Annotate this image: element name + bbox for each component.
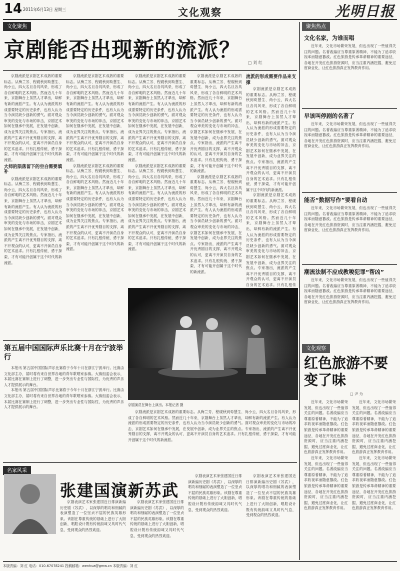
profile-tag: 名家风采	[3, 466, 31, 475]
news-headline: 第五届中国国际声乐比赛十月在宁波举行	[4, 344, 123, 361]
profile-text: 京剧表演艺术家张建国近日排演新编历史剧《苏武》，以深厚的唱功和细腻的表演塑造了一位坚贞不屈的民族英雄形象。该剧在尊重传统的基础上进行了大胆创新，唱腔设计既有传统韵味又具时代气息，受到观众的热烈欢迎。	[188, 474, 242, 512]
right-text: 近年来，文化市场繁荣发展，但也出现了一些值得关注的问题。名著改编应当尊重原著精神，不能为了追求收视率而随意篡改。红色旅游是传承革命精神的重要途径，各地在开发红色旅游资源时，应当注重内涵挖掘，避免过度商业化，让红色旅游真正发挥教育作用。	[304, 278, 396, 305]
right-rule-2	[302, 192, 397, 193]
article-text: 京剧流派是京剧艺术成熟的重要标志。从梅兰芳、程砚秋到荀慧生、尚小云，四大名旦各具风采，形成了各自鲜明的艺术风格。然而近几十年来，京剧舞台上虽然人才辈出，却鲜有新的流派产生。有人认为流派的形成需要特定的历史条件，也有人认为当今演员缺少创新的勇气。面对观众审美的变化与市场的冲击，京剧艺术如何在继承中发展，在发展中创新，成为业界关注的焦点。专家指出，流派的产生离不开优秀剧目的支撑，离不开观众的认可，更离不开演员自身的艺术追求。只有扎根传统、勇于探索，才有可能开创属于这个时代的新流派。	[66, 74, 124, 162]
right-mid-tag: 文化观察	[302, 344, 330, 353]
right-text: 近年来，文化市场繁荣发展，但也出现了一些值得关注的问题。名著改编应当尊重原著精神，不能为了追求收视率而随意篡改。红色旅游是传承革命精神的重要途径，各地在开发红色旅游资源时，应当注重内涵挖掘，避免过度商业化，让红色旅游真正发挥教育作用。	[304, 122, 396, 149]
article-column-4	[190, 74, 242, 284]
section-tag: 文化聚焦	[3, 22, 31, 31]
profile-portrait	[4, 474, 56, 534]
column-divider	[299, 22, 300, 560]
article-text: 京剧流派是京剧艺术成熟的重要标志。从梅兰芳、程砚秋到荀慧生、尚小云，四大名旦各具风采，形成了各自鲜明的艺术风格。然而近几十年来，京剧舞台上虽然人才辈出，却鲜有新的流派产生。有人认为流派的形成需要特定的历史条件，也有人认为当今演员缺少创新的勇气。面对观众审美的变化与市场的冲击，京剧艺术如何在继承中发展，在发展中创新，成为业界关注的焦点。专家指出，流派的产生离不开优秀剧目的支撑，离不开观众的认可，更离不开演员自身的艺术追求。只有扎根传统、勇于探索，才有可能开创属于这个时代的新流派。	[128, 74, 186, 162]
news-rule	[3, 340, 125, 341]
right-big-headline: 红色旅游不要变了味	[304, 356, 388, 389]
article-text: 京剧流派是京剧艺术成熟的重要标志。从梅兰芳、程砚秋到荀慧生、尚小云，四大名旦各具风采，形成了各自鲜明的艺术风格。然而近几十年来，京剧舞台上虽然人才辈出，却鲜有新的流派产生。有人认为流派的形成需要特定的历史条件，也有人认为当今演员缺少创新的勇气。面对观众审美的变化与市场的冲击，京剧艺术如何在继承中发展，在发展中创新，成为业界关注的焦点。专家指出，流派的产生离不开优秀剧目的支撑，离不开观众的认可，更离不开演员自身的艺术追求。只有扎根传统、勇于探索，才有可能开创属于这个时代的新流派。	[246, 87, 296, 192]
section-title: 文化观察	[178, 8, 222, 19]
article-text: 京剧流派是京剧艺术成熟的重要标志。从梅兰芳、程砚秋到荀慧生、尚小云，四大名旦各具风采，形成了各自鲜明的艺术风格。然而近几十年来，京剧舞台上虽然人才辈出，却鲜有新的流派产生。有人认为流派的形成需要特定的历史条件，也有人认为当今演员缺少创新的勇气。面对观众审美的变化与市场的冲击，京剧艺术如何在继承中发展，在发展中创新，成为业界关注的焦点。专家指出，流派的产生离不开优秀剧目的支撑，离不开观众的认可，更离不开演员自身的艺术追求。只有扎根传统、勇于探索，才有可能开创属于这个时代的新流派。	[190, 74, 242, 174]
portrait-image	[4, 474, 56, 534]
right-title-1: 文化名家，为谁而唱	[304, 36, 355, 42]
news-body	[4, 366, 124, 460]
masthead	[3, 2, 397, 20]
profile-rule	[3, 462, 297, 463]
right-section-tag: 聚焦热点	[302, 22, 330, 31]
date-line: 2011年6月13日 星期三	[23, 7, 67, 12]
profile-text: 京剧表演艺术家张建国近日排演新编历史剧《苏武》，以深厚的唱功和细腻的表演塑造了一位坚贞不屈的民族英雄形象。该剧在尊重传统的基础上进行了大胆创新，唱腔设计既有传统韵味又具时代气息，受到观众的热烈欢迎。	[60, 500, 126, 532]
right-text: 近年来，文化市场繁荣发展，但也出现了一些值得关注的问题。名著改编应当尊重原著精神，不能为了追求收视率而随意篡改。红色旅游是传承革命精神的重要途径，各地在开发红色旅游资源时，应当注重内涵挖掘，避免过度商业化，让红色旅游真正发挥教育作用。	[304, 400, 348, 455]
profile-body-1	[60, 500, 126, 558]
right-body-1	[304, 44, 396, 106]
right-big-byline: □ 尹 为	[350, 392, 363, 396]
right-text: 近年来，文化市场繁荣发展，但也出现了一些值得关注的问题。名著改编应当尊重原著精神，不能为了追求收视率而随意篡改。红色旅游是传承革命精神的重要途径，各地在开发红色旅游资源时，应当注重内涵挖掘，避免过度商业化，让红色旅游真正发挥教育作用。	[304, 455, 348, 511]
article-text: 京剧流派是京剧艺术成熟的重要标志。从梅兰芳、程砚秋到荀慧生、尚小云，四大名旦各具风采，形成了各自鲜明的艺术风格。然而近几十年来，京剧舞台上虽然人才辈出，却鲜有新的流派产生。有人认为流派的形成需要特定的历史条件，也有人认为当今演员缺少创新的勇气。面对观众审美的变化与市场的冲击，京剧艺术如何在继承中发展，在发展中创新，成为业界关注的焦点。专家指出，流派的产生离不开优秀剧目的支撑，离不开观众的认可，更离不开演员自身的艺术追求。只有扎根传统、勇于探索，才有可能开创属于这个时代的新流派。	[66, 163, 124, 252]
photo-caption: 京剧演员在舞台上演出。本报记者 摄	[128, 403, 184, 407]
article-text: 京剧流派是京剧艺术成熟的重要标志。从梅兰芳、程砚秋到荀慧生、尚小云，四大名旦各具风采，形成了各自鲜明的艺术风格。然而近几十年来，京剧舞台上虽然人才辈出，却鲜有新的流派产生。有人认为流派的形成需要特定的历史条件，也有人认为当今演员缺少创新的勇气。面对观众审美的变化与市场的冲击，京剧艺术如何在继承中发展，在发展中创新，成为业界关注的焦点。专家指出，流派的产生离不开优秀剧目的支撑，离不开观众的认可，更离不开演员自身的艺术追求。只有扎根传统、勇于探索，才有可能开创属于这个时代的新流派。	[4, 74, 62, 162]
right-text: 近年来，文化市场繁荣发展，但也出现了一些值得关注的问题。名著改编应当尊重原著精神，不能为了追求收视率而随意篡改。红色旅游是传承革命精神的重要途径，各地在开发红色旅游资源时，应当注重内涵挖掘，避免过度商业化，让红色旅游真正发挥教育作用。	[304, 206, 396, 233]
profile-body-2	[130, 500, 184, 558]
profile-text: 京剧表演艺术家张建国近日排演新编历史剧《苏武》，以深厚的唱功和细腻的表演塑造了一位坚贞不屈的民族英雄形象。该剧在尊重传统的基础上进行了大胆创新，唱腔设计既有传统韵味又具时代气息，受到观众的热烈欢迎。	[130, 500, 184, 538]
right-text: 近年来，文化市场繁荣发展，但也出现了一些值得关注的问题。名著改编应当尊重原著精神，不能为了追求收视率而随意篡改。红色旅游是传承革命精神的重要途径，各地在开发红色旅游资源时，应当注重内涵挖掘，避免过度商业化，让红色旅游真正发挥教育作用。	[304, 44, 396, 71]
profile-body-4	[246, 474, 296, 558]
article-text: 京剧流派是京剧艺术成熟的重要标志。从梅兰芳、程砚秋到荀慧生、尚小云，四大名旦各具风采，形成了各自鲜明的艺术风格。然而近几十年来，京剧舞台上虽然人才辈出，却鲜有新的流派产生。有人认为流派的形成需要特定的历史条件，也有人认为当今演员缺少创新的勇气。面对观众审美的变化与市场的冲击，京剧艺术如何在继承中发展，在发展中创新，成为业界关注的焦点。专家指出，流派的产生离不开优秀剧目的支撑，离不开观众的认可，更离不开演员自身的艺术追求。只有扎根传统、勇于探索，才有可能开创属于这个时代的新流派。	[190, 174, 242, 274]
right-body-3	[304, 206, 396, 262]
right-rule-3	[302, 264, 397, 265]
right-title-3: 能否“数据写作”要看自动	[304, 198, 368, 204]
right-text: 近年来，文化市场繁荣发展，但也出现了一些值得关注的问题。名著改编应当尊重原著精神，不能为了追求收视率而随意篡改。红色旅游是传承革命精神的重要途径，各地在开发红色旅游资源时，应当注重内涵挖掘，避免过度商业化，让红色旅游真正发挥教育作用。	[352, 455, 396, 511]
right-text: 近年来，文化市场繁荣发展，但也出现了一些值得关注的问题。名著改编应当尊重原著精神，不能为了追求收视率而随意篡改。红色旅游是传承革命精神的重要途径，各地在开发红色旅游资源时，应当注重内涵挖掘，避免过度商业化，让红色旅游真正发挥教育作用。	[352, 400, 396, 455]
main-byline: □ 刘 红	[248, 60, 263, 65]
stage-photo-image	[128, 288, 298, 400]
article-column-2	[66, 74, 124, 338]
right-title-2: 早该叫停剧的名著了	[304, 114, 355, 120]
article-column-1	[4, 74, 62, 338]
right-rule-1	[302, 108, 397, 109]
right-title-4: 潮流法制不应成教唆犯罪“帮凶”	[304, 270, 385, 276]
newspaper-logo: 光明日报	[335, 4, 395, 20]
page-footer: 本版责编：刘 红 电话：010-67078241 投稿邮箱：wenhua@gmw.cn 本版责编：刘 红	[3, 561, 397, 568]
profile-text: 京剧表演艺术家张建国近日排演新编历史剧《苏武》，以深厚的唱功和细腻的表演塑造了一位坚贞不屈的民族英雄形象。该剧在尊重传统的基础上进行了大胆创新，唱腔设计既有传统韵味又具时代气息，受到观众的热烈欢迎。	[246, 474, 296, 518]
right-body-6	[352, 400, 396, 558]
article-text: 京剧流派是京剧艺术成熟的重要标志。从梅兰芳、程砚秋到荀慧生、尚小云，四大名旦各具风采，形成了各自鲜明的艺术风格。然而近几十年来，京剧舞台上虽然人才辈出，却鲜有新的流派产生。有人认为流派的形成需要特定的历史条件，也有人认为当今演员缺少创新的勇气。面对观众审美的变化与市场的冲击，京剧艺术如何在继承中发展，在发展中创新，成为业界关注的焦点。专家指出，流派的产生离不开优秀剧目的支撑，离不开观众的认可，更离不开演员自身的艺术追求。只有扎根传统、勇于探索，才有可能开创属于这个时代的新流派。	[128, 410, 296, 442]
profile-body-3	[188, 474, 242, 558]
page-number: 14	[4, 2, 23, 17]
article-subhead: 大师的陨落留下的空白需要填补	[4, 164, 62, 176]
article-continuation	[128, 410, 296, 458]
headline-rule	[3, 70, 297, 71]
news-text: 本报讯 第五届中国国际声乐比赛将于今年十月在浙江宁波举行。比赛由文化部主办，届时将有来自世界各地的青年歌唱家参赛。大赛组委会表示，本届比赛在赛制上进行了调整，进一步突出专业性与国际性，为优秀的声乐人才提供展示的舞台。	[4, 388, 124, 410]
article-text: 京剧流派是京剧艺术成熟的重要标志。从梅兰芳、程砚秋到荀慧生、尚小云，四大名旦各具风采，形成了各自鲜明的艺术风格。然而近几十年来，京剧舞台上虽然人才辈出，却鲜有新的流派产生。有人认为流派的形成需要特定的历史条件，也有人认为当今演员缺少创新的勇气。面对观众审美的变化与市场的冲击，京剧艺术如何在继承中发展，在发展中创新，成为业界关注的焦点。专家指出，流派的产生离不开优秀剧目的支撑，离不开观众的认可，更离不开演员自身的艺术追求。只有扎根传统、勇于探索，才有可能开创属于这个时代的新流派。	[128, 163, 186, 252]
article-column-5	[246, 74, 296, 287]
article-text: 京剧流派是京剧艺术成熟的重要标志。从梅兰芳、程砚秋到荀慧生、尚小云，四大名旦各具风采，形成了各自鲜明的艺术风格。然而近几十年来，京剧舞台上虽然人才辈出，却鲜有新的流派产生。有人认为流派的形成需要特定的历史条件，也有人认为当今演员缺少创新的勇气。面对观众审美的变化与市场的冲击，京剧艺术如何在继承中发展，在发展中创新，成为业界关注的焦点。专家指出，流派的产生离不开优秀剧目的支撑，离不开观众的认可，更离不开演员自身的艺术追求。只有扎根传	[246, 193, 296, 287]
article-subhead: 流派的形成需要作品来支撑	[246, 75, 296, 86]
right-body-2	[304, 122, 396, 190]
right-body-4	[304, 278, 396, 340]
article-text: 京剧流派是京剧艺术成熟的重要标志。从梅兰芳、程砚秋到荀慧生、尚小云，四大名旦各具风采，形成了各自鲜明的艺术风格。然而近几十年来，京剧舞台上虽然人才辈出，却鲜有新的流派产生。有人认为流派的形成需要特定的历史条件，也有人认为当今演员缺少创新的勇气。面对观众审美的变化与市场的冲击，京剧艺术如何在继承中发展，在发展中创新，成为业界关注的焦点。专家指出，流派的产生离不开优秀剧目的支撑，离不开观众的认可，更离不开演员自身的艺术追求。只有扎根传统、勇于探索，才有可能开创属于这个时代的新流派。	[4, 176, 62, 265]
stage-photo	[128, 288, 298, 400]
article-column-3	[128, 74, 186, 284]
right-body-5	[304, 400, 348, 558]
news-text: 本报讯 第五届中国国际声乐比赛将于今年十月在浙江宁波举行。比赛由文化部主办，届时将有来自世界各地的青年歌唱家参赛。大赛组委会表示，本届比赛在赛制上进行了调整，进一步突出专业性与国际性，为优秀的声乐人才提供展示的舞台。	[4, 366, 124, 387]
main-headline: 京剧能否出现新的流派？	[4, 37, 241, 62]
profile-headline: 张建国演新苏武	[60, 481, 180, 500]
